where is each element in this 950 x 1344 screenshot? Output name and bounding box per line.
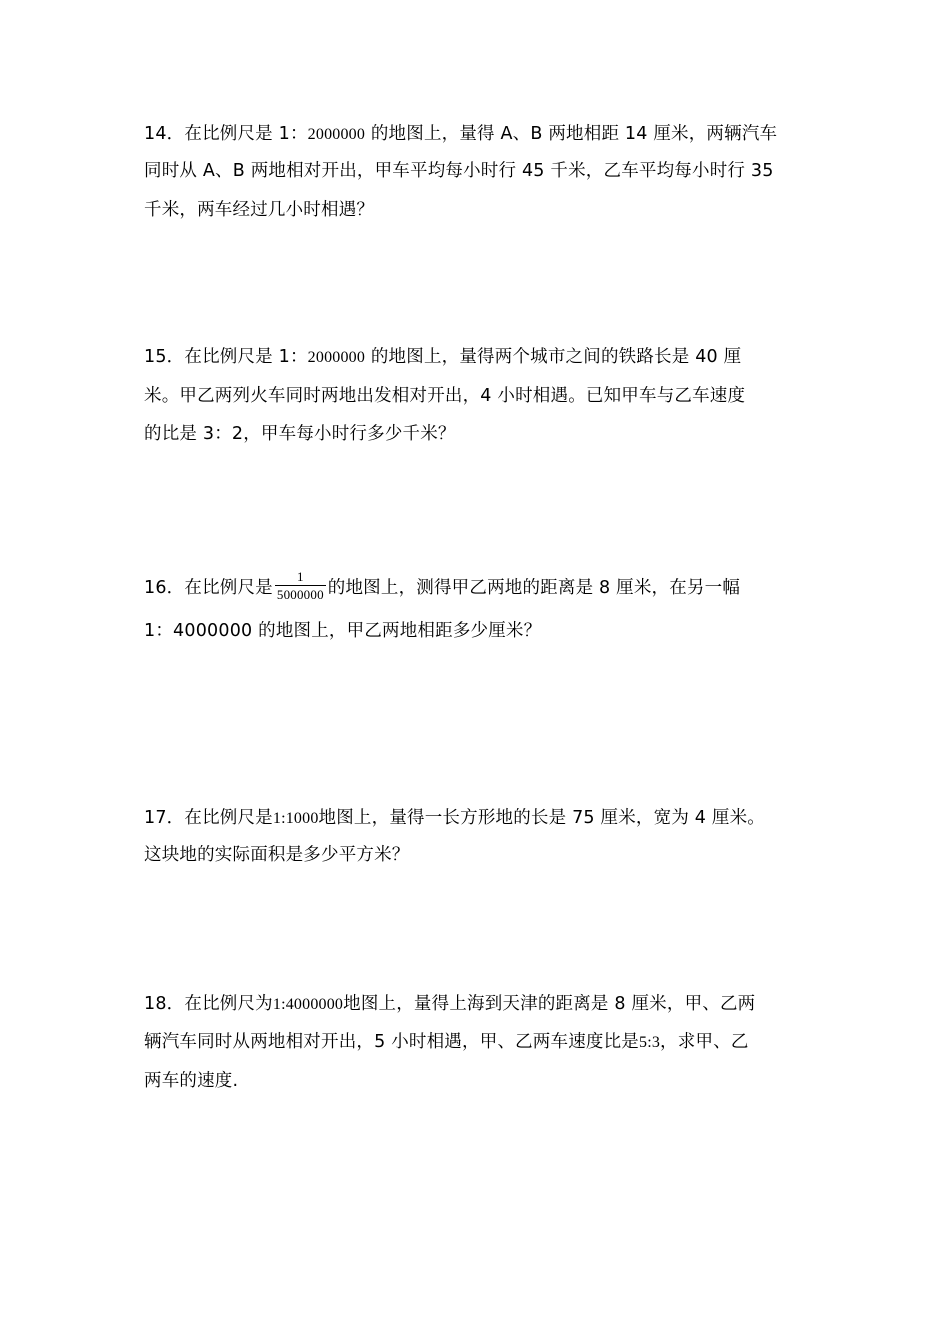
q16-text-b: 的地图上，测得甲乙两地的距离是 8 厘米，在另一幅 xyxy=(327,578,741,598)
q17-text-b: 地图上，量得一长方形地的长是 75 厘米，宽为 4 厘米。 xyxy=(318,808,765,828)
question-15-line-1 xyxy=(144,345,741,370)
question-14-line-1 xyxy=(144,122,777,147)
q14-scale: 2000000 xyxy=(307,126,366,143)
q15-scale: 2000000 xyxy=(307,349,366,366)
question-18-line-3: 两车的速度. xyxy=(144,1071,239,1091)
q17-ratio: 1:1000 xyxy=(272,810,319,827)
q14-text-b: 的地图上，量得 A、B 两地相距 14 厘米，两辆汽车 xyxy=(365,124,778,144)
q18-text-b: 地图上，量得上海到天津的距离是 8 厘米，甲、乙两 xyxy=(343,994,756,1014)
question-17-line-1 xyxy=(144,806,765,831)
q18-ratio: 1:4000000 xyxy=(272,996,344,1013)
question-16-line-2: 1：4000000 的地图上，甲乙两地相距多少厘米？ xyxy=(144,621,542,641)
question-15-line-3: 的比是 3：2，甲车每小时行多少千米？ xyxy=(144,424,456,444)
question-17-line-2: 这块地的实际面积是多少平方米？ xyxy=(144,845,410,865)
question-18-line-2 xyxy=(144,1030,749,1055)
question-18-line-1 xyxy=(144,992,755,1017)
question-15-line-2: 米。甲乙两列火车同时两地出发相对开出，4 小时相遇。已知甲车与乙车速度 xyxy=(144,386,746,406)
q16-text-a: 16．在比例尺是 xyxy=(144,578,273,598)
question-14-line-2: 同时从 A、B 两地相对开出，甲车平均每小时行 45 千米，乙车平均每小时行 35 xyxy=(144,161,774,181)
q17-text-a: 17．在比例尺是 xyxy=(144,808,273,828)
question-14-line-3: 千米，两车经过几小时相遇？ xyxy=(144,200,375,220)
q18-speed-ratio: 5:3 xyxy=(639,1034,661,1051)
question-16-line-1 xyxy=(144,570,740,606)
q16-fraction xyxy=(275,569,326,602)
q15-text-b: 的地图上，量得两个城市之间的铁路长是 40 厘 xyxy=(365,347,742,367)
q18-text-a: 18．在比例尺为 xyxy=(144,994,273,1014)
q15-text-a: 15．在比例尺是 1： xyxy=(144,347,308,367)
fraction-numerator: 1 xyxy=(275,569,326,586)
q18-text-d: ，求甲、乙 xyxy=(660,1032,749,1052)
q18-text-c: 辆汽车同时从两地相对开出，5 小时相遇，甲、乙两车速度比是 xyxy=(144,1032,639,1052)
q14-text-a: 14．在比例尺是 1： xyxy=(144,124,308,144)
fraction-denominator: 5000000 xyxy=(276,586,324,602)
